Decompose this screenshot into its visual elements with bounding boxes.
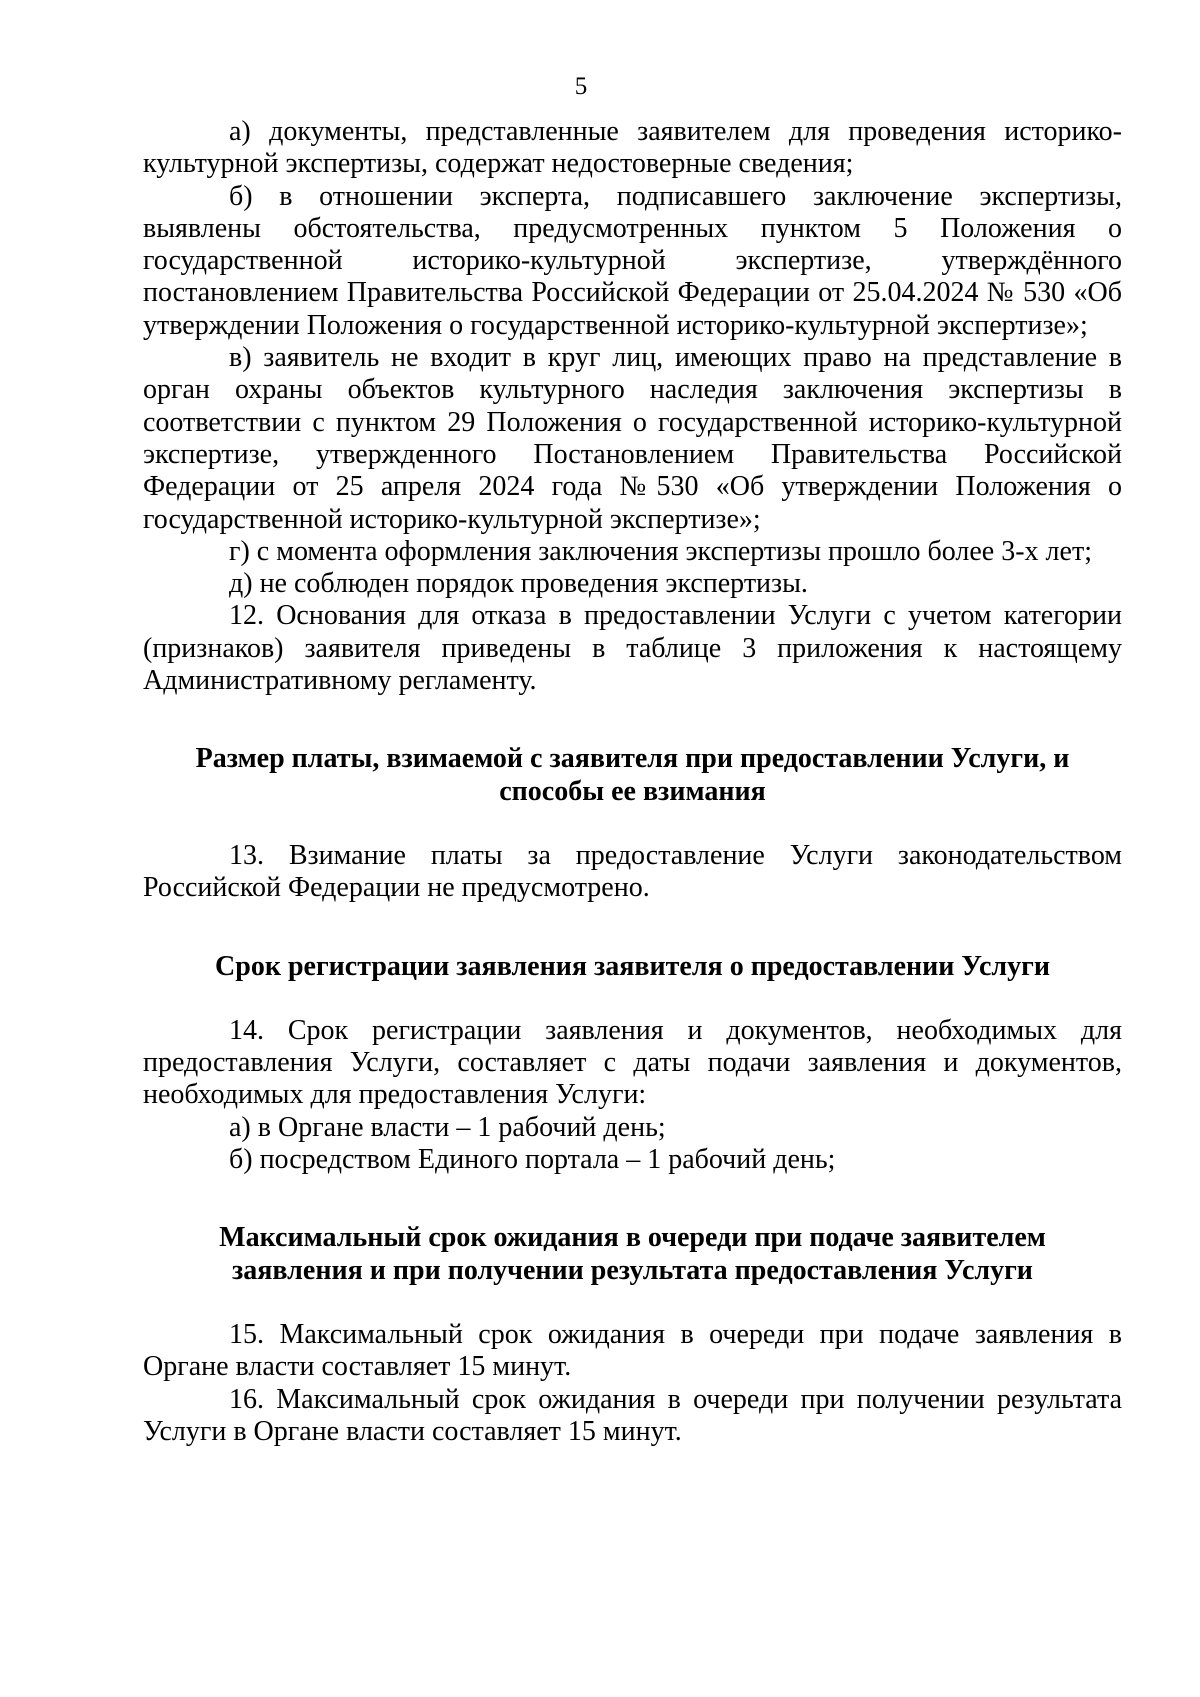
paragraph-16: 16. Максимальный срок ожидания в очереди при получении результата Услуги в Органе власти составляет 15 минут. xyxy=(143,1383,1122,1447)
page-number: 5 xyxy=(574,73,588,100)
list-item-d: д) не соблюден порядок проведения экспертизы. xyxy=(229,568,808,600)
section-heading-queue: Максимальный срок ожидания в очереди при подаче заявителем заявления и при получении результата предоставления Услуги xyxy=(219,1222,1046,1286)
document-body xyxy=(143,116,1122,1448)
paragraph-15: 15. Максимальный срок ожидания в очереди при подаче заявления в Органе власти составляет 15 минут. xyxy=(143,1318,1122,1383)
list-item-g: г) с момента оформления заключения экспертизы прошло более 3-х лет; xyxy=(229,535,1092,567)
paragraph-12: 12. Основания для отказа в предоставлении Услуги с учетом категории (признаков) заявителя приведены в таблице 3 приложения к настоящему Административному регламенту. xyxy=(143,600,1122,697)
list-item-14a: а) в Органе власти – 1 рабочий день; xyxy=(229,1111,666,1143)
list-item-a: а) документы, представленные заявителем для проведения историко-культурной экспертизы, содержат недостоверные сведения; xyxy=(143,116,1122,180)
paragraph-14: 14. Срок регистрации заявления и документов, необходимых для предоставления Услуги, составляет с даты подачи заявления и документов, необходимых для предоставления Услуги: xyxy=(143,1014,1122,1111)
list-item-b: б) в отношении эксперта, подписавшего заключение экспертизы, выявлены обстоятельства, предусмотренных пунктом 5 Положения о государственной историко-культурной экспертизе, утверждённого постановлением Правительства Российской Федерации от 25.04.2024 № 530 «Об утверждении Положения о государственной историко-культурной экспертизе»; xyxy=(143,180,1122,341)
list-item-14b: б) посредством Единого портала – 1 рабочий день; xyxy=(229,1144,836,1176)
section-heading-registration: Срок регистрации заявления заявителя о предоставлении Услуги xyxy=(215,950,1050,982)
paragraph-13: 13. Взимание платы за предоставление Услуги законодательством Российской Федерации не предусмотрено. xyxy=(143,839,1122,904)
section-heading-fee: Размер платы, взимаемой с заявителя при предоставлении Услуги, и способы ее взимания xyxy=(195,743,1070,807)
list-item-v: в) заявитель не входит в круг лиц, имеющих право на представление в орган охраны объектов культурного наследия заключения экспертизы в соответствии с пунктом 29 Положения о государственной историко-культурной экспертизе, утвержденного Постановлением Правительства Российской Федерации от 25 апреля 2024 года №530 «Об утверждении Положения о государственной историко-культурной экспертизе»; xyxy=(143,342,1122,535)
